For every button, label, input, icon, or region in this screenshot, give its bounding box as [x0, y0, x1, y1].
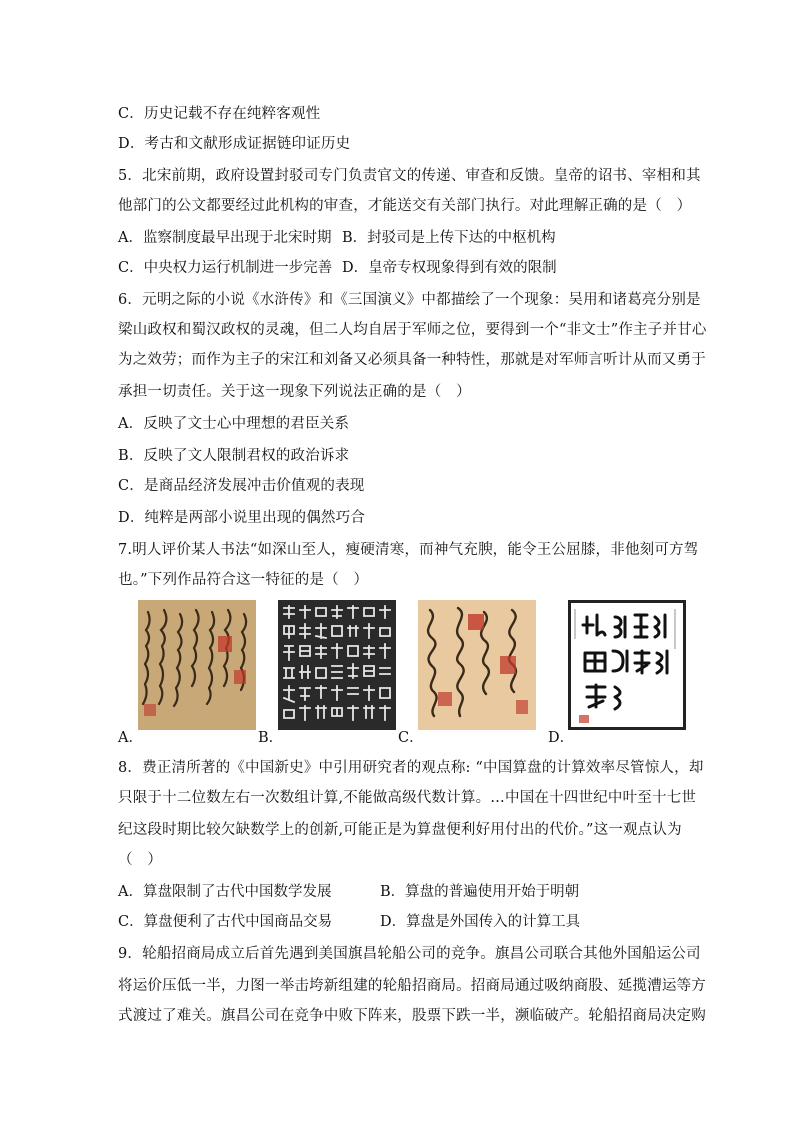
q9-stem-line-2: 将运价压低一半，力图一举击垮新组建的轮船招商局。招商局通过吸纳商股、延揽漕运等方 [118, 978, 706, 994]
q7-stem-line-1: 7.明人评价某人书法“如深山至人，瘦硬清寒，而神气充腴，能令王公屈膝，非他刻可方驾 [118, 542, 699, 558]
q5-option-a: A．监察制度最早出现于北宋时期 [118, 230, 332, 246]
q9-stem-line-3: 式渡过了难关。旗昌公司在竞争中败下阵来，股票下跌一半，濒临破产。轮船招商局决定购 [118, 1008, 706, 1024]
q7-image-options [118, 600, 678, 750]
q9-stem-line-1: 9．轮船招商局成立后首先遇到美国旗昌轮船公司的竞争。旗昌公司联合其他外国船运公司 [118, 946, 701, 962]
q4-option-c: C．历史记载不存在纯粹客观性 [118, 106, 321, 122]
q8-stem-line-2: 只限于十二位数左右一次数组计算,不能做高级代数计算。…中国在十四世纪中叶至十七世 [118, 790, 697, 806]
q5-option-b: B．封驳司是上传下达的中枢机构 [342, 230, 556, 246]
q6-stem-line-1: 6．元明之际的小说《水浒传》和《三国演义》中都描绘了一个现象：吴用和诸葛亮分别是 [118, 292, 701, 308]
q8-option-a: A．算盘限制了古代中国数学发展 [118, 884, 332, 900]
q6-option-d: D．纯粹是两部小说里出现的偶然巧合 [118, 510, 366, 526]
calligraphy-image-d [568, 600, 686, 730]
calligraphy-image-b [278, 600, 396, 730]
q8-option-c: C．算盘便利了古代中国商品交易 [118, 914, 333, 930]
q5-option-c: C．中央权力运行机制进一步完善 [118, 260, 333, 276]
q6-stem-line-4: 承担一切责任。关于这一现象下列说法正确的是（ ） [118, 384, 471, 400]
q8-option-b: B．算盘的普遍使用开始于明朝 [380, 884, 580, 900]
q7-option-b-label: B． [258, 730, 284, 746]
calligraphy-image-a [138, 600, 256, 730]
q7-option-a-label: A． [118, 730, 143, 746]
q7-stem-line-2: 也。”下列作品符合这一特征的是（ ） [118, 572, 369, 588]
calligraphy-image-c [418, 600, 536, 730]
q8-stem-line-4: （ ） [118, 852, 163, 868]
q8-stem-line-3: 纪这段时期比较欠缺数学上的创新,可能正是为算盘便利好用付出的代价。”这一观点认为 [118, 822, 682, 838]
q7-option-c-label: C． [398, 730, 424, 746]
q8-option-d: D．算盘是外国传入的计算工具 [380, 914, 581, 930]
q6-option-c: C．是商品经济发展冲击价值观的表现 [118, 478, 365, 494]
q5-stem-line-1: 5．北宋前期，政府设置封驳司专门负责官文的传递、审查和反馈。皇帝的诏书、宰相和其 [118, 168, 701, 184]
q8-stem-line-1: 8．费正清所著的《中国新史》中引用研究者的观点称: “中国算盘的计算效率尽管惊人，却 [118, 760, 704, 776]
q6-stem-line-2: 梁山政权和蜀汉政权的灵魂，但二人均自居于军师之位，要得到一个“非文士”作主子并甘心 [118, 322, 707, 338]
q7-option-d-label: D． [548, 730, 575, 746]
q6-stem-line-3: 为之效劳；而作为主子的宋江和刘备又必须具备一种特性，那就是对军师言听计从而又勇于 [118, 352, 706, 368]
q6-option-b: B．反映了文人限制君权的政治诉求 [118, 448, 350, 464]
q6-option-a: A．反映了文士心中理想的君臣关系 [118, 416, 350, 432]
q4-option-d: D．考古和文献形成证据链印证历史 [118, 136, 351, 152]
q5-option-d: D．皇帝专权现象得到有效的限制 [342, 260, 557, 276]
q5-stem-line-2: 他部门的公文都要经过此机构的审查，才能送交有关部门执行。对此理解正确的是（ ） [118, 198, 692, 214]
